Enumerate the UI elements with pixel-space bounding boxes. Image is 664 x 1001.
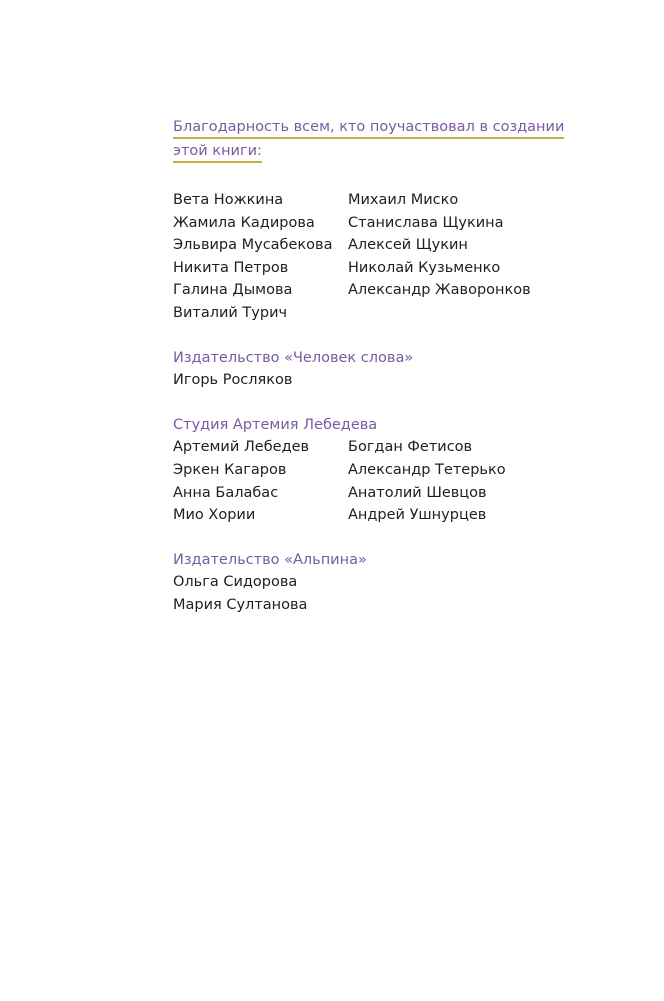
person-name: Анатолий Шевцов	[348, 484, 487, 501]
heading-line-2: этой книги:	[173, 142, 262, 163]
person-name: Мио Хории	[173, 507, 256, 524]
person-name: Эркен Кагаров	[173, 461, 287, 478]
person-name: Ольга Сидорова	[173, 574, 298, 591]
person-name: Никита Петров	[173, 259, 289, 276]
person-name: Богдан Фетисов	[348, 439, 473, 456]
person-name: Эльвира Мусабекова	[173, 237, 333, 254]
studio-left-column	[173, 436, 348, 526]
person-name: Жамила Кадирова	[173, 214, 315, 231]
person-name: Николай Кузьменко	[348, 259, 501, 276]
general-left-column	[173, 189, 348, 325]
general-thanks-list	[173, 189, 613, 325]
person-name: Артемий Лебедев	[173, 439, 310, 456]
person-name: Александр Тетерько	[348, 461, 506, 478]
heading-line-1: Благодарность всем, кто поучаствовал в создании	[173, 118, 564, 139]
person-name: Вета Ножкина	[173, 192, 284, 208]
person-name: Игорь Росляков	[173, 372, 293, 389]
person-name: Виталий Турич	[173, 304, 288, 321]
publisher-chelovek-slova-section	[173, 347, 613, 392]
person-name: Станислава Щукина	[348, 214, 504, 231]
person-name: Галина Дымова	[173, 282, 293, 299]
person-name: Анна Балабас	[173, 484, 279, 501]
acknowledgements-heading	[173, 116, 613, 163]
publisher-alpina-section	[173, 549, 613, 617]
general-right-column	[348, 189, 598, 325]
person-name: Андрей Ушнурцев	[348, 507, 487, 524]
section-title: Издательство «Человек слова»	[173, 349, 414, 366]
acknowledgements	[173, 116, 613, 617]
person-name: Михаил Миско	[348, 192, 459, 208]
person-name: Мария Султанова	[173, 596, 308, 613]
studio-right-column	[348, 436, 598, 526]
person-name: Алексей Щукин	[348, 237, 468, 254]
section-title: Студия Артемия Лебедева	[173, 416, 378, 433]
section-title: Издательство «Альпина»	[173, 551, 367, 568]
studio-lebedev-section	[173, 414, 613, 527]
person-name: Александр Жаворонков	[348, 282, 531, 299]
